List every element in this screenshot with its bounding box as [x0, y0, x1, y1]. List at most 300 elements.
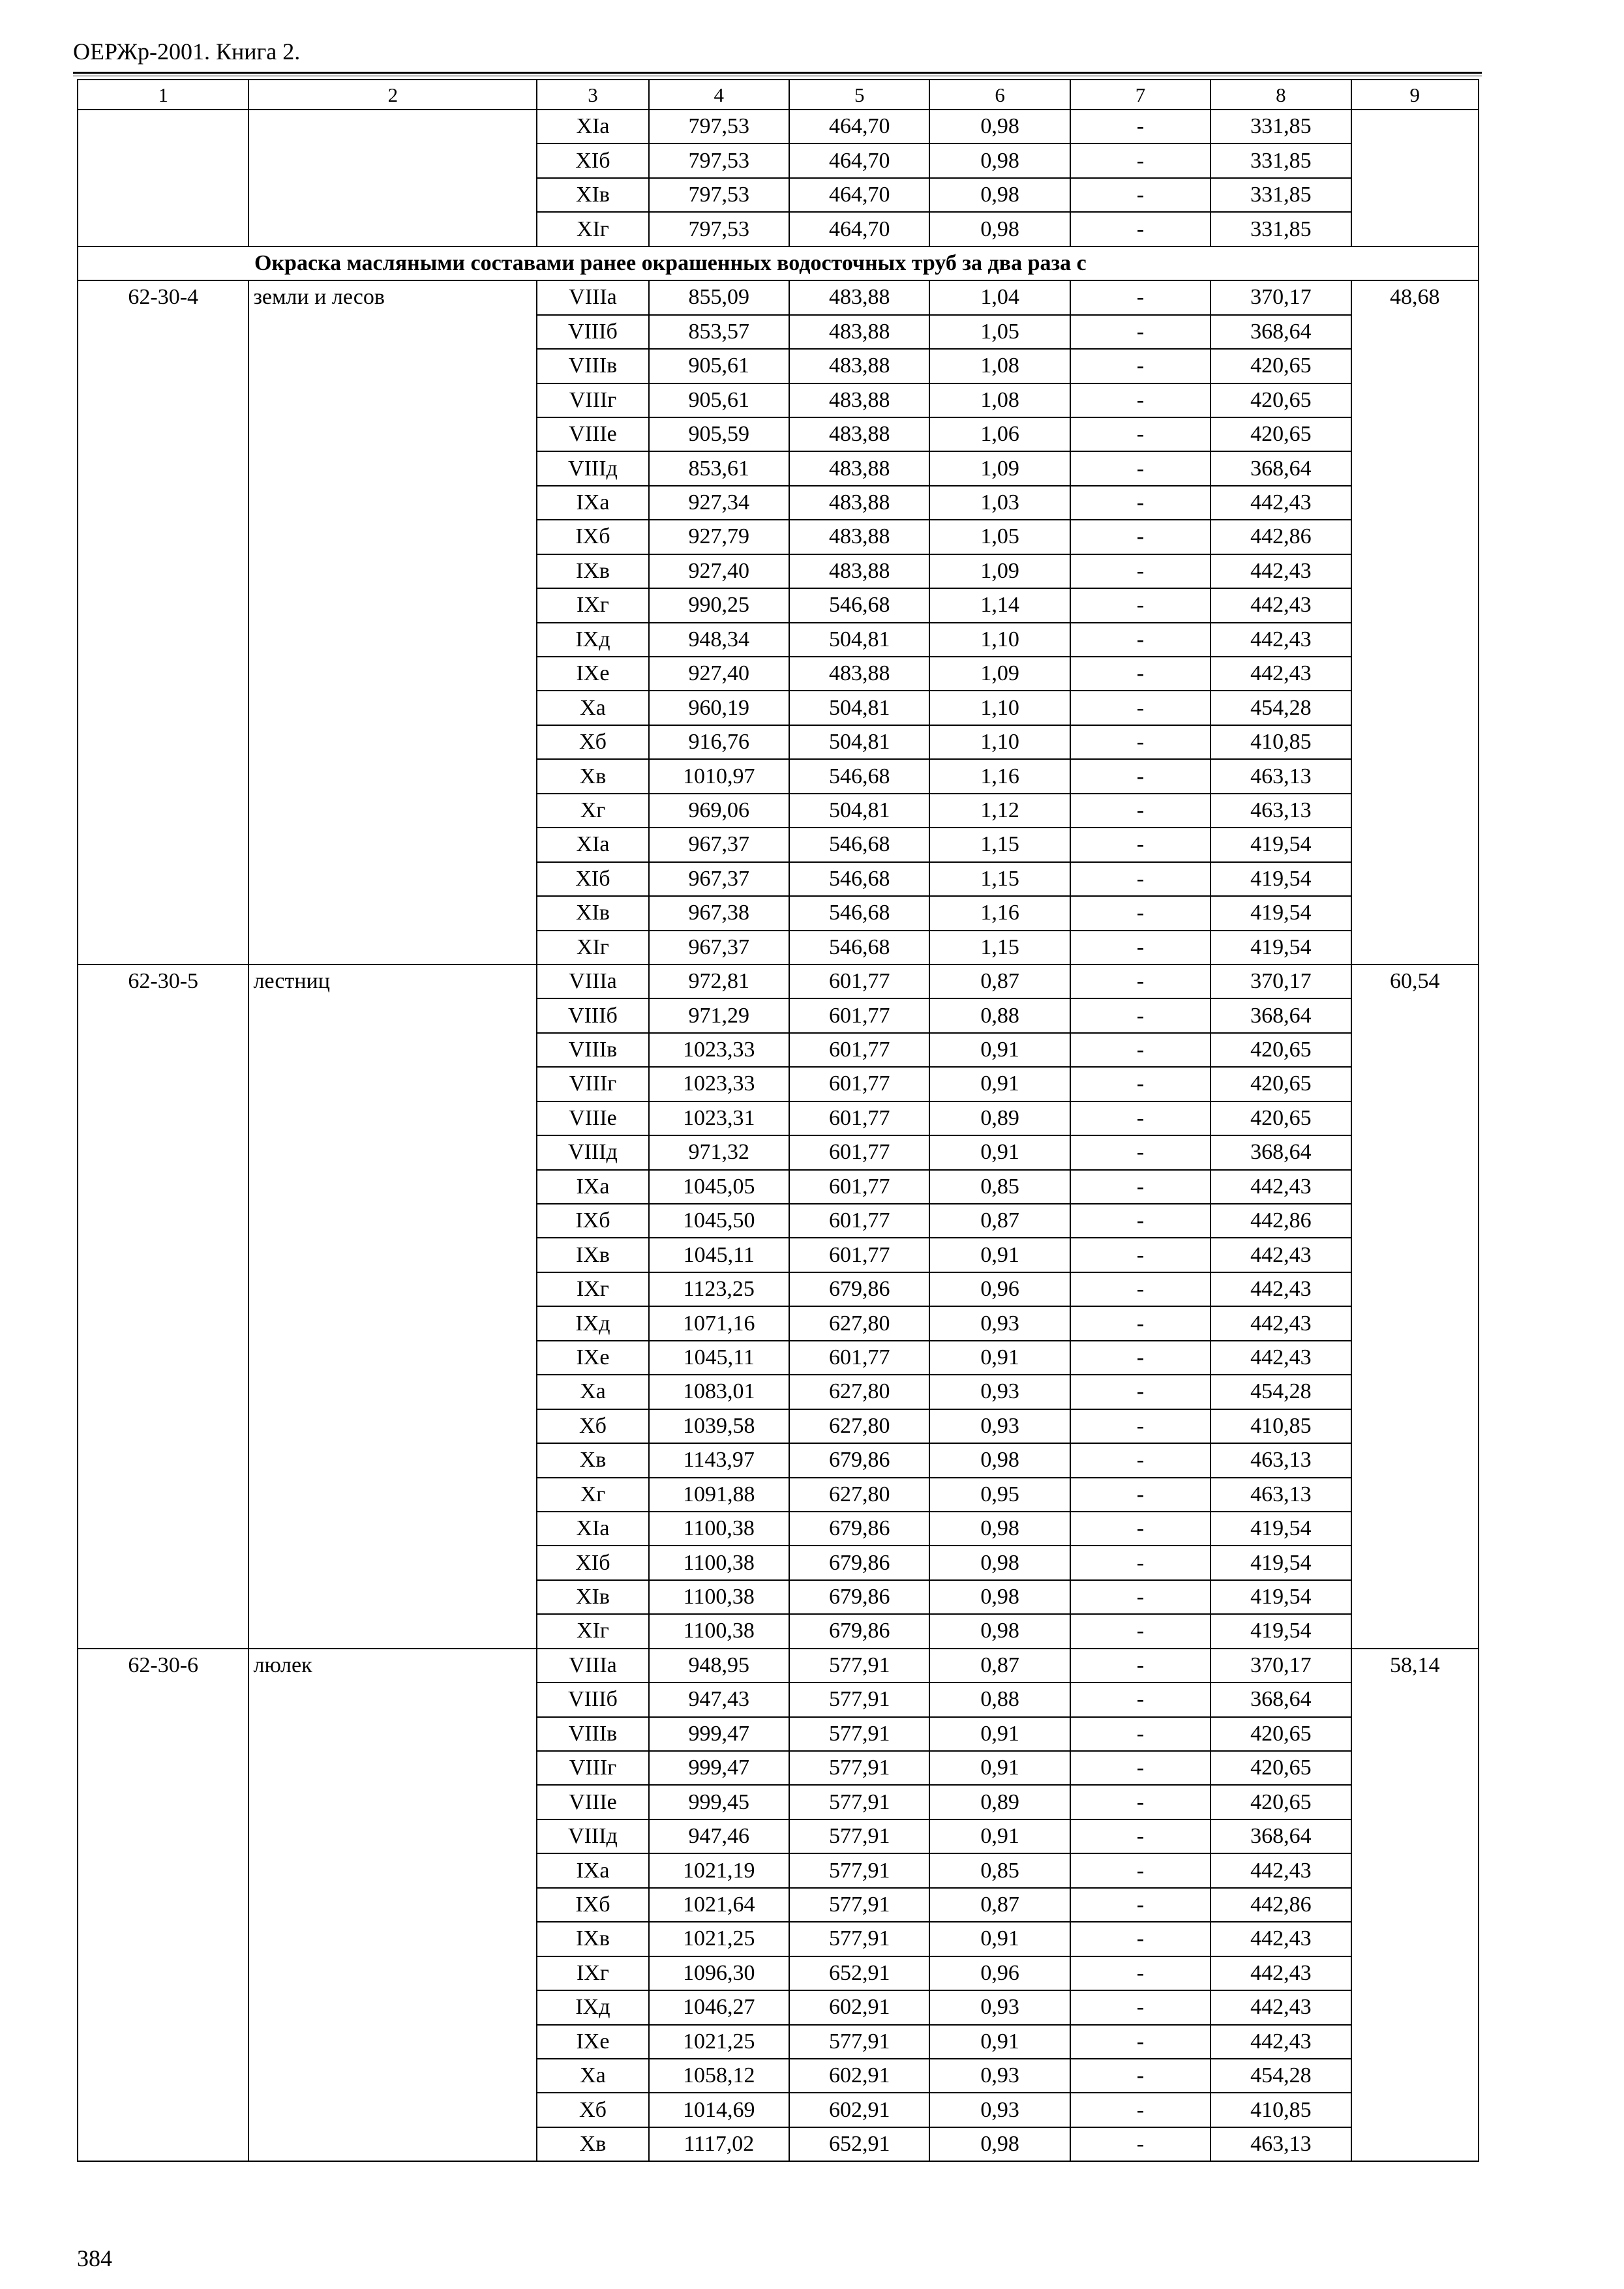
- table-cell: 601,77: [789, 1101, 929, 1135]
- table-cell: 1117,02: [649, 2127, 789, 2161]
- table-cell: 1,14: [929, 588, 1070, 622]
- table-cell: IXе: [537, 2025, 648, 2059]
- table-cell: 0,87: [929, 1649, 1070, 1683]
- table-cell: 419,54: [1210, 931, 1351, 965]
- table-cell: -: [1070, 1819, 1210, 1853]
- table-cell: 0,96: [929, 1956, 1070, 1990]
- table-cell: 504,81: [789, 623, 929, 657]
- table-cell: Xб: [537, 1409, 648, 1443]
- table-cell: -: [1070, 862, 1210, 896]
- table-cell: VIIIв: [537, 349, 648, 383]
- table-cell: 483,88: [789, 486, 929, 520]
- table-row: [78, 965, 1479, 998]
- table-cell: 905,61: [649, 349, 789, 383]
- table-cell: 331,85: [1210, 178, 1351, 212]
- table-cell: 0,93: [929, 2093, 1070, 2127]
- table-cell: 577,91: [789, 2025, 929, 2059]
- column-number-cell: 3: [537, 80, 648, 110]
- table-cell: 1143,97: [649, 1443, 789, 1477]
- table-cell: -: [1070, 896, 1210, 930]
- table-cell: VIIIе: [537, 1785, 648, 1819]
- table-cell: 368,64: [1210, 1683, 1351, 1716]
- table-cell: 905,61: [649, 383, 789, 417]
- table-cell: XIг: [537, 1614, 648, 1648]
- table-cell: XIб: [537, 143, 648, 177]
- table-cell: -: [1070, 2093, 1210, 2127]
- table-cell: 679,86: [789, 1512, 929, 1546]
- table-cell: -: [1070, 143, 1210, 177]
- table-cell: 1,04: [929, 280, 1070, 314]
- table-cell: 1100,38: [649, 1546, 789, 1579]
- table-cell: XIв: [537, 178, 648, 212]
- table-cell: IXа: [537, 486, 648, 520]
- table-cell: 0,87: [929, 965, 1070, 998]
- table-cell: 442,43: [1210, 1170, 1351, 1204]
- table-cell: 990,25: [649, 588, 789, 622]
- table-cell: IXд: [537, 623, 648, 657]
- table-cell: 1045,05: [649, 1170, 789, 1204]
- table-cell: 947,46: [649, 1819, 789, 1853]
- table-cell: 971,29: [649, 998, 789, 1032]
- table-cell: 368,64: [1210, 1135, 1351, 1169]
- table-cell: -: [1070, 1990, 1210, 2024]
- table-cell: 679,86: [789, 1443, 929, 1477]
- table-cell: 0,98: [929, 2127, 1070, 2161]
- table-cell: Xа: [537, 691, 648, 725]
- table-cell: 442,43: [1210, 1238, 1351, 1272]
- table-cell: -: [1070, 349, 1210, 383]
- table-cell: 1,05: [929, 315, 1070, 349]
- table-cell: 442,43: [1210, 1922, 1351, 1956]
- table-cell: -: [1070, 657, 1210, 691]
- table-cell: 602,91: [789, 2093, 929, 2127]
- table-cell: 0,98: [929, 1614, 1070, 1648]
- table-cell: 797,53: [649, 178, 789, 212]
- table-cell: -: [1070, 759, 1210, 793]
- table-cell: 420,65: [1210, 1067, 1351, 1101]
- table-cell: 627,80: [789, 1375, 929, 1409]
- table-cell: 1045,11: [649, 1238, 789, 1272]
- table-cell: 1100,38: [649, 1580, 789, 1614]
- table-cell: 442,43: [1210, 486, 1351, 520]
- table-cell: XIб: [537, 1546, 648, 1579]
- table-cell: 1021,64: [649, 1888, 789, 1922]
- code-cell: 62-30-6: [78, 1649, 248, 2162]
- table-cell: 442,43: [1210, 588, 1351, 622]
- table-cell: 483,88: [789, 451, 929, 485]
- table-cell: -: [1070, 1238, 1210, 1272]
- table-cell: 967,37: [649, 828, 789, 861]
- table-cell: 464,70: [789, 178, 929, 212]
- table-cell: 797,53: [649, 110, 789, 143]
- table-cell: 420,65: [1210, 417, 1351, 451]
- table-cell: -: [1070, 1306, 1210, 1340]
- table-cell: VIIIд: [537, 1819, 648, 1853]
- table-cell: 368,64: [1210, 451, 1351, 485]
- table-cell: 370,17: [1210, 965, 1351, 998]
- table-cell: -: [1070, 417, 1210, 451]
- table-cell: 546,68: [789, 828, 929, 861]
- table-cell: Xв: [537, 1443, 648, 1477]
- table-cell: -: [1070, 1512, 1210, 1546]
- table-cell: 0,93: [929, 1375, 1070, 1409]
- table-cell: -: [1070, 965, 1210, 998]
- table-cell: 853,57: [649, 315, 789, 349]
- table-cell: IXб: [537, 520, 648, 554]
- table-cell: IXе: [537, 657, 648, 691]
- table-cell: Xг: [537, 1478, 648, 1512]
- table-cell: Xа: [537, 2059, 648, 2093]
- table-cell: -: [1070, 1170, 1210, 1204]
- table-cell: 601,77: [789, 1033, 929, 1067]
- table-cell: IXд: [537, 1990, 648, 2024]
- table-cell: 0,93: [929, 1990, 1070, 2024]
- table-cell: 969,06: [649, 794, 789, 828]
- table-cell: VIIIа: [537, 1649, 648, 1683]
- page-header-title: ОЕРЖр-2001. Книга 2.: [73, 38, 301, 65]
- table-cell: 370,17: [1210, 1649, 1351, 1683]
- table-cell: -: [1070, 1033, 1210, 1067]
- table-cell: -: [1070, 1341, 1210, 1375]
- table-cell: 0,91: [929, 1135, 1070, 1169]
- table-cell: -: [1070, 178, 1210, 212]
- table-cell: XIг: [537, 212, 648, 246]
- table-cell: -: [1070, 1614, 1210, 1648]
- table-cell: 577,91: [789, 1751, 929, 1785]
- table-cell: 546,68: [789, 759, 929, 793]
- table-cell: 0,88: [929, 1683, 1070, 1716]
- table-cell: 1,08: [929, 349, 1070, 383]
- table-cell: 463,13: [1210, 759, 1351, 793]
- table-cell: 1,10: [929, 623, 1070, 657]
- table-cell: 601,77: [789, 1341, 929, 1375]
- table-cell: 577,91: [789, 1785, 929, 1819]
- table-cell: -: [1070, 794, 1210, 828]
- table-cell: -: [1070, 1101, 1210, 1135]
- table-cell: -: [1070, 383, 1210, 417]
- table-cell: 463,13: [1210, 1478, 1351, 1512]
- table-cell: 1023,31: [649, 1101, 789, 1135]
- table-cell: VIIIв: [537, 1033, 648, 1067]
- table-cell: 577,91: [789, 1649, 929, 1683]
- table-cell: 905,59: [649, 417, 789, 451]
- table-cell: 601,77: [789, 1067, 929, 1101]
- table-cell: -: [1070, 1785, 1210, 1819]
- table-cell: IXб: [537, 1888, 648, 1922]
- table-cell: 972,81: [649, 965, 789, 998]
- table-cell: -: [1070, 1922, 1210, 1956]
- name-cell: лестниц: [248, 965, 537, 1649]
- section-title: Окраска масляными составами ранее окрашенных водосточных труб за два раза с: [78, 247, 1479, 280]
- table-cell: 442,43: [1210, 623, 1351, 657]
- table-cell: VIIIе: [537, 1101, 648, 1135]
- table-cell: 546,68: [789, 896, 929, 930]
- table-cell: 504,81: [789, 725, 929, 759]
- table-cell: 0,98: [929, 1443, 1070, 1477]
- table-cell: 442,43: [1210, 1306, 1351, 1340]
- table-cell: 1,09: [929, 451, 1070, 485]
- table-cell: 1,12: [929, 794, 1070, 828]
- table-cell: Xв: [537, 759, 648, 793]
- table-cell: 1,09: [929, 554, 1070, 588]
- table-cell: 0,91: [929, 1717, 1070, 1751]
- table-cell: 464,70: [789, 143, 929, 177]
- table-cell: VIIIг: [537, 1751, 648, 1785]
- table-cell: 927,79: [649, 520, 789, 554]
- table-cell: 1096,30: [649, 1956, 789, 1990]
- table-cell: -: [1070, 623, 1210, 657]
- table-cell: 947,43: [649, 1683, 789, 1716]
- table-cell: 679,86: [789, 1546, 929, 1579]
- table-cell: 0,98: [929, 1580, 1070, 1614]
- table-cell: IXа: [537, 1170, 648, 1204]
- table-cell: 0,85: [929, 1853, 1070, 1887]
- table-cell: 546,68: [789, 862, 929, 896]
- table-cell: 442,43: [1210, 1341, 1351, 1375]
- table-cell: 1,05: [929, 520, 1070, 554]
- table-cell: Xб: [537, 725, 648, 759]
- table-cell: VIIIв: [537, 1717, 648, 1751]
- table-cell: 483,88: [789, 280, 929, 314]
- table-cell: 577,91: [789, 1853, 929, 1887]
- table-cell: 601,77: [789, 1204, 929, 1238]
- table-cell: 679,86: [789, 1580, 929, 1614]
- column-number-cell: 6: [929, 80, 1070, 110]
- table-cell: 1021,25: [649, 1922, 789, 1956]
- table-cell: 483,88: [789, 349, 929, 383]
- table-cell: 0,91: [929, 1067, 1070, 1101]
- table-cell: 0,91: [929, 1238, 1070, 1272]
- table-cell: 442,43: [1210, 657, 1351, 691]
- table-cell: VIIIе: [537, 417, 648, 451]
- table-cell: -: [1070, 280, 1210, 314]
- table-cell: 504,81: [789, 794, 929, 828]
- table-cell: -: [1070, 2059, 1210, 2093]
- table-cell: -: [1070, 1375, 1210, 1409]
- table-cell: 1039,58: [649, 1409, 789, 1443]
- table-cell: 442,43: [1210, 554, 1351, 588]
- col9-cell: 58,14: [1351, 1649, 1479, 2162]
- table-cell: VIIIд: [537, 1135, 648, 1169]
- table-cell: 0,91: [929, 1341, 1070, 1375]
- table-cell: 0,95: [929, 1478, 1070, 1512]
- table-cell: 601,77: [789, 998, 929, 1032]
- table-cell: 1046,27: [649, 1990, 789, 2024]
- table-cell: -: [1070, 1272, 1210, 1306]
- table-cell: 1058,12: [649, 2059, 789, 2093]
- table-cell: 546,68: [789, 588, 929, 622]
- table-cell: 627,80: [789, 1409, 929, 1443]
- table-cell: 0,91: [929, 1033, 1070, 1067]
- table-cell: 546,68: [789, 931, 929, 965]
- table-cell: -: [1070, 1853, 1210, 1887]
- table-cell: 971,32: [649, 1135, 789, 1169]
- table-cell: 1,06: [929, 417, 1070, 451]
- table-cell: 999,47: [649, 1751, 789, 1785]
- rates-table: [77, 79, 1479, 2162]
- table-cell: 1,15: [929, 862, 1070, 896]
- table-cell: 1100,38: [649, 1512, 789, 1546]
- table-cell: 1045,50: [649, 1204, 789, 1238]
- table-cell: -: [1070, 1443, 1210, 1477]
- table-cell: 368,64: [1210, 998, 1351, 1032]
- table-cell: -: [1070, 998, 1210, 1032]
- table-cell: 797,53: [649, 143, 789, 177]
- table-cell: 483,88: [789, 657, 929, 691]
- table-cell: 464,70: [789, 212, 929, 246]
- table-cell: 420,65: [1210, 1101, 1351, 1135]
- table-cell: 483,88: [789, 520, 929, 554]
- table-cell: VIIIа: [537, 280, 648, 314]
- table-cell: XIв: [537, 896, 648, 930]
- table-cell: 1014,69: [649, 2093, 789, 2127]
- table-cell: 368,64: [1210, 315, 1351, 349]
- table-cell: 0,91: [929, 1922, 1070, 1956]
- table-cell: 442,43: [1210, 1272, 1351, 1306]
- table-cell: -: [1070, 486, 1210, 520]
- table-cell: 1,03: [929, 486, 1070, 520]
- table-cell: -: [1070, 1546, 1210, 1579]
- table-cell: VIIIд: [537, 451, 648, 485]
- table-cell: 442,86: [1210, 1888, 1351, 1922]
- table-cell: -: [1070, 1067, 1210, 1101]
- table-cell: IXе: [537, 1341, 648, 1375]
- table-cell: 1091,88: [649, 1478, 789, 1512]
- table-cell: 652,91: [789, 1956, 929, 1990]
- table-cell: IXв: [537, 554, 648, 588]
- column-number-cell: 8: [1210, 80, 1351, 110]
- table-cell: 1,08: [929, 383, 1070, 417]
- table-cell: -: [1070, 2025, 1210, 2059]
- table-cell: 602,91: [789, 1990, 929, 2024]
- column-number-cell: 5: [789, 80, 929, 110]
- table-cell: 1,15: [929, 828, 1070, 861]
- table-cell: 0,98: [929, 212, 1070, 246]
- table-cell: 420,65: [1210, 1785, 1351, 1819]
- table-cell: 577,91: [789, 1888, 929, 1922]
- table-cell: 967,37: [649, 931, 789, 965]
- table-cell: 627,80: [789, 1478, 929, 1512]
- table-cell: XIа: [537, 110, 648, 143]
- col9-cell: 60,54: [1351, 965, 1479, 1649]
- table-cell: 652,91: [789, 2127, 929, 2161]
- table-cell: 331,85: [1210, 143, 1351, 177]
- table-cell: IXг: [537, 1956, 648, 1990]
- table-cell: 0,98: [929, 178, 1070, 212]
- table-cell: -: [1070, 520, 1210, 554]
- table-cell: VIIIа: [537, 965, 648, 998]
- col9-cell: [1351, 110, 1479, 247]
- table-cell: 483,88: [789, 554, 929, 588]
- table-cell: 1021,25: [649, 2025, 789, 2059]
- table-cell: 420,65: [1210, 383, 1351, 417]
- table-cell: XIв: [537, 1580, 648, 1614]
- table-cell: IXд: [537, 1306, 648, 1340]
- table-cell: VIIIг: [537, 1067, 648, 1101]
- table-cell: VIIIб: [537, 315, 648, 349]
- table-cell: 410,85: [1210, 2093, 1351, 2127]
- table-cell: IXв: [537, 1238, 648, 1272]
- page-number: 384: [77, 2245, 112, 2271]
- table-cell: 601,77: [789, 1170, 929, 1204]
- table-cell: 463,13: [1210, 794, 1351, 828]
- table-cell: 368,64: [1210, 1819, 1351, 1853]
- table-cell: 0,93: [929, 1409, 1070, 1443]
- table-cell: 577,91: [789, 1717, 929, 1751]
- table-cell: -: [1070, 1751, 1210, 1785]
- table-cell: 0,98: [929, 143, 1070, 177]
- table-cell: 442,43: [1210, 2025, 1351, 2059]
- table-cell: -: [1070, 1580, 1210, 1614]
- table-cell: 1045,11: [649, 1341, 789, 1375]
- table-cell: 1,09: [929, 657, 1070, 691]
- table-cell: 948,95: [649, 1649, 789, 1683]
- column-number-cell: 9: [1351, 80, 1479, 110]
- table-cell: 420,65: [1210, 1717, 1351, 1751]
- table-cell: -: [1070, 451, 1210, 485]
- table-cell: -: [1070, 1888, 1210, 1922]
- table-cell: 1023,33: [649, 1067, 789, 1101]
- table-cell: 410,85: [1210, 1409, 1351, 1443]
- table-cell: 1,15: [929, 931, 1070, 965]
- table-cell: 948,34: [649, 623, 789, 657]
- table-cell: 0,96: [929, 1272, 1070, 1306]
- table-cell: 1123,25: [649, 1272, 789, 1306]
- table-cell: 0,91: [929, 1819, 1070, 1853]
- table-cell: 410,85: [1210, 725, 1351, 759]
- table-cell: 331,85: [1210, 110, 1351, 143]
- table-cell: 0,93: [929, 1306, 1070, 1340]
- table-cell: 1,16: [929, 896, 1070, 930]
- table-cell: 916,76: [649, 725, 789, 759]
- table-cell: -: [1070, 691, 1210, 725]
- table-cell: 454,28: [1210, 1375, 1351, 1409]
- table-cell: 442,43: [1210, 1990, 1351, 2024]
- table-cell: 999,47: [649, 1717, 789, 1751]
- table-cell: 679,86: [789, 1272, 929, 1306]
- table-cell: VIIIб: [537, 1683, 648, 1716]
- code-cell: 62-30-4: [78, 280, 248, 965]
- table-cell: 483,88: [789, 383, 929, 417]
- table-cell: -: [1070, 588, 1210, 622]
- table-cell: -: [1070, 554, 1210, 588]
- table-cell: -: [1070, 212, 1210, 246]
- table-cell: 0,88: [929, 998, 1070, 1032]
- column-number-row: [78, 80, 1479, 110]
- table-cell: Xв: [537, 2127, 648, 2161]
- table-cell: 420,65: [1210, 349, 1351, 383]
- table-cell: IXв: [537, 1922, 648, 1956]
- table-cell: 419,54: [1210, 1546, 1351, 1579]
- table-cell: 419,54: [1210, 862, 1351, 896]
- table-cell: 0,85: [929, 1170, 1070, 1204]
- table-cell: Xг: [537, 794, 648, 828]
- table-cell: 967,37: [649, 862, 789, 896]
- table-cell: 0,89: [929, 1785, 1070, 1819]
- table-cell: -: [1070, 931, 1210, 965]
- column-number-cell: 4: [649, 80, 789, 110]
- table-cell: 602,91: [789, 2059, 929, 2093]
- table-cell: 504,81: [789, 691, 929, 725]
- column-number-cell: 7: [1070, 80, 1210, 110]
- name-cell: земли и лесов: [248, 280, 537, 965]
- table-cell: 967,38: [649, 896, 789, 930]
- table-cell: 627,80: [789, 1306, 929, 1340]
- table-cell: 419,54: [1210, 1580, 1351, 1614]
- table-cell: -: [1070, 110, 1210, 143]
- table-cell: -: [1070, 2127, 1210, 2161]
- table-cell: 0,98: [929, 110, 1070, 143]
